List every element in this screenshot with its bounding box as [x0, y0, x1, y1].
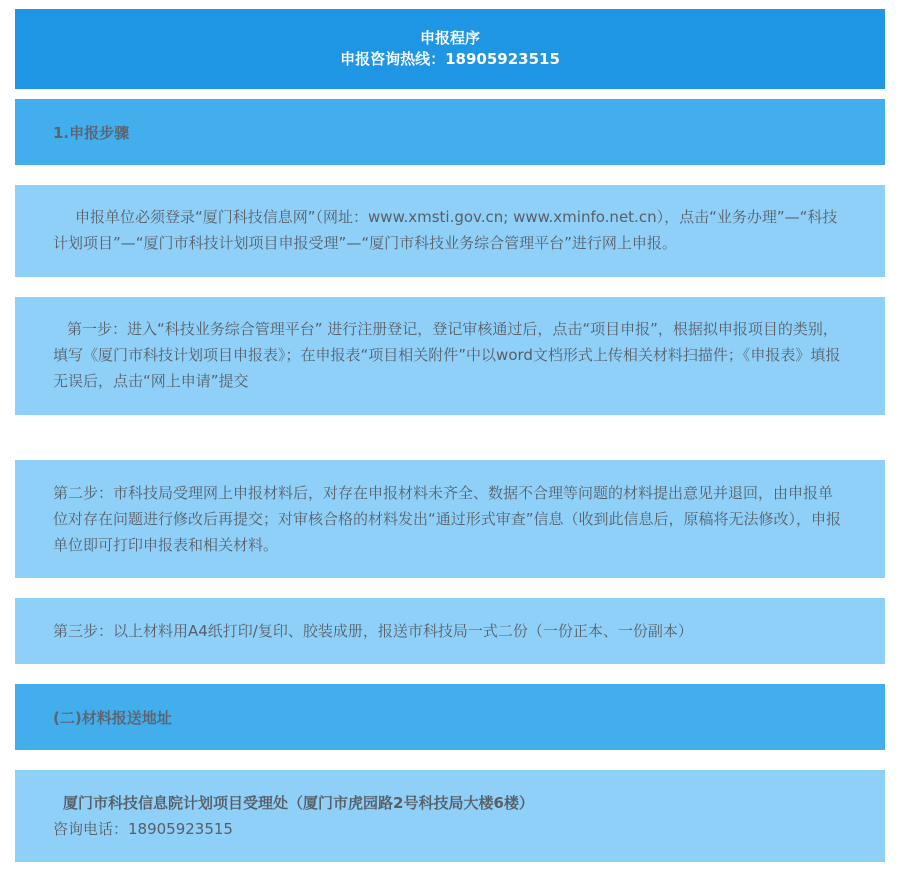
step3-block — [15, 598, 885, 664]
step2-block — [15, 460, 885, 578]
section-heading-address-text: (二)材料报送地址 — [53, 708, 172, 727]
step2-text: 第二步：市科技局受理网上申报材料后，对存在申报材料未齐全、数据不合理等问题的材料提出意见并退回，由申报单位对存在问题进行修改后再提交；对审核合格的材料发出“通过形式审查”信息（收到此信息后，原稿将无法修改），申报单位即可打印申报表和相关材料。 — [53, 484, 842, 554]
address-phone: 咨询电话：18905923515 — [53, 820, 233, 838]
address-block — [15, 770, 885, 862]
header-hotline: 申报咨询热线：18905923515 — [340, 50, 560, 68]
step3-text: 第三步：以上材料用A4纸打印/复印、胶装成册，报送市科技局一式二份（一份正本、一份副本） — [53, 622, 693, 640]
step1-text: 第一步：进入“科技业务综合管理平台” 进行注册登记，登记审核通过后，点击“项目申报”，根据拟申报项目的类别，填写《厦门市科技计划项目申报表》；在申报表“项目相关附件”中以word文档形式上传相关材料扫描件；《申报表》填报无误后，点击“网上申请”提交 — [53, 320, 841, 390]
intro-block — [15, 185, 885, 277]
section-heading-steps — [15, 99, 885, 165]
section-heading-steps-text: 1.申报步骤 — [53, 123, 130, 142]
intro-text: 申报单位必须登录“厦门科技信息网”（网址：www.xmsti.gov.cn; www.xminfo.net.cn），点击“业务办理”—“科技计划项目”—“厦门市科技计划项目申报受理”—“厦门市科技业务综合管理平台”进行网上申报。 — [53, 208, 838, 252]
page-header — [15, 9, 885, 89]
section-heading-address — [15, 684, 885, 750]
step1-block — [15, 297, 885, 415]
address-office: 厦门市科技信息院计划项目受理处（厦门市虎园路2号科技局大楼6楼） — [63, 794, 534, 812]
header-title: 申报程序 — [419, 29, 480, 47]
